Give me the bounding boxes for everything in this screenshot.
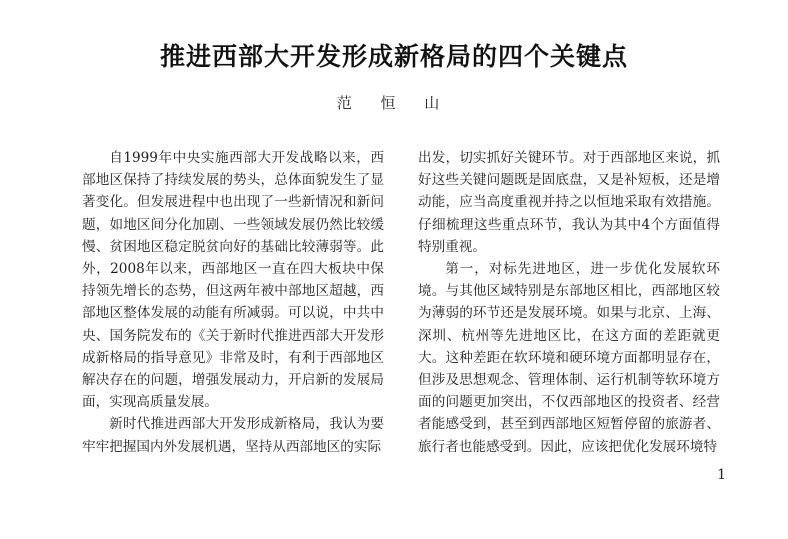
paragraph: 第一，对标先进地区，进一步优化发展软环境。与其他区域特别是东部地区相比，西部地区较为薄弱的环节还是发展环境。如果与北京、上海、深圳、杭州等先进地区比，在这方面的差距就更大。这种差距在软环境和硬环境方面都明显存在，但涉及思想观念、管理体制、运行机制等软环境方面的问题更加突出，不仅西部地区的投资者、经营者能感受到，甚至到西部地区短暂停留的旅游者、旅行者也能感受到。因此，应该把优化发展环境特 bbox=[418, 261, 720, 455]
right-column bbox=[418, 147, 720, 458]
article-title: 推进西部大开发形成新格局的四个关键点 bbox=[159, 42, 628, 71]
page-number: 1 bbox=[717, 467, 726, 483]
paragraph-continued: 出发，切实抓好关键环节。对于西部地区来说，抓好这些关键问题既是固底盘，又是补短板，还是增动能，应当高度重视并持之以恒地采取有效措施。仔细梳理这些重点环节，我认为其中4个方面值得特别重视。 bbox=[418, 150, 720, 255]
paragraph: 自1999年中央实施西部大开发战略以来，西部地区保持了持续发展的势头，总体面貌发生了显著变化。但发展进程中也出现了一些新情况和新问题，如地区间分化加剧、一些领域发展仍然比较缓慢、贫困地区稳定脱贫向好的基础比较薄弱等。此外，2008年以来，西部地区一直在四大板块中保持领先增长的态势，但这两年被中部地区超越，西部地区整体发展的动能有所减弱。可以说，中共中央、国务院发布的《关于新时代推进西部大开发形成新格局的指导意见》非常及时，有利于西部地区解决存在的问题，增强发展动力，开启新的发展局面，实现高质量发展。 bbox=[82, 150, 384, 411]
article-author: 范 恒 山 bbox=[336, 94, 452, 112]
paragraph: 新时代推进西部大开发形成新格局，我认为要牢牢把握国内外发展机遇，坚持从西部地区的实际 bbox=[82, 416, 384, 455]
left-column bbox=[82, 147, 384, 458]
